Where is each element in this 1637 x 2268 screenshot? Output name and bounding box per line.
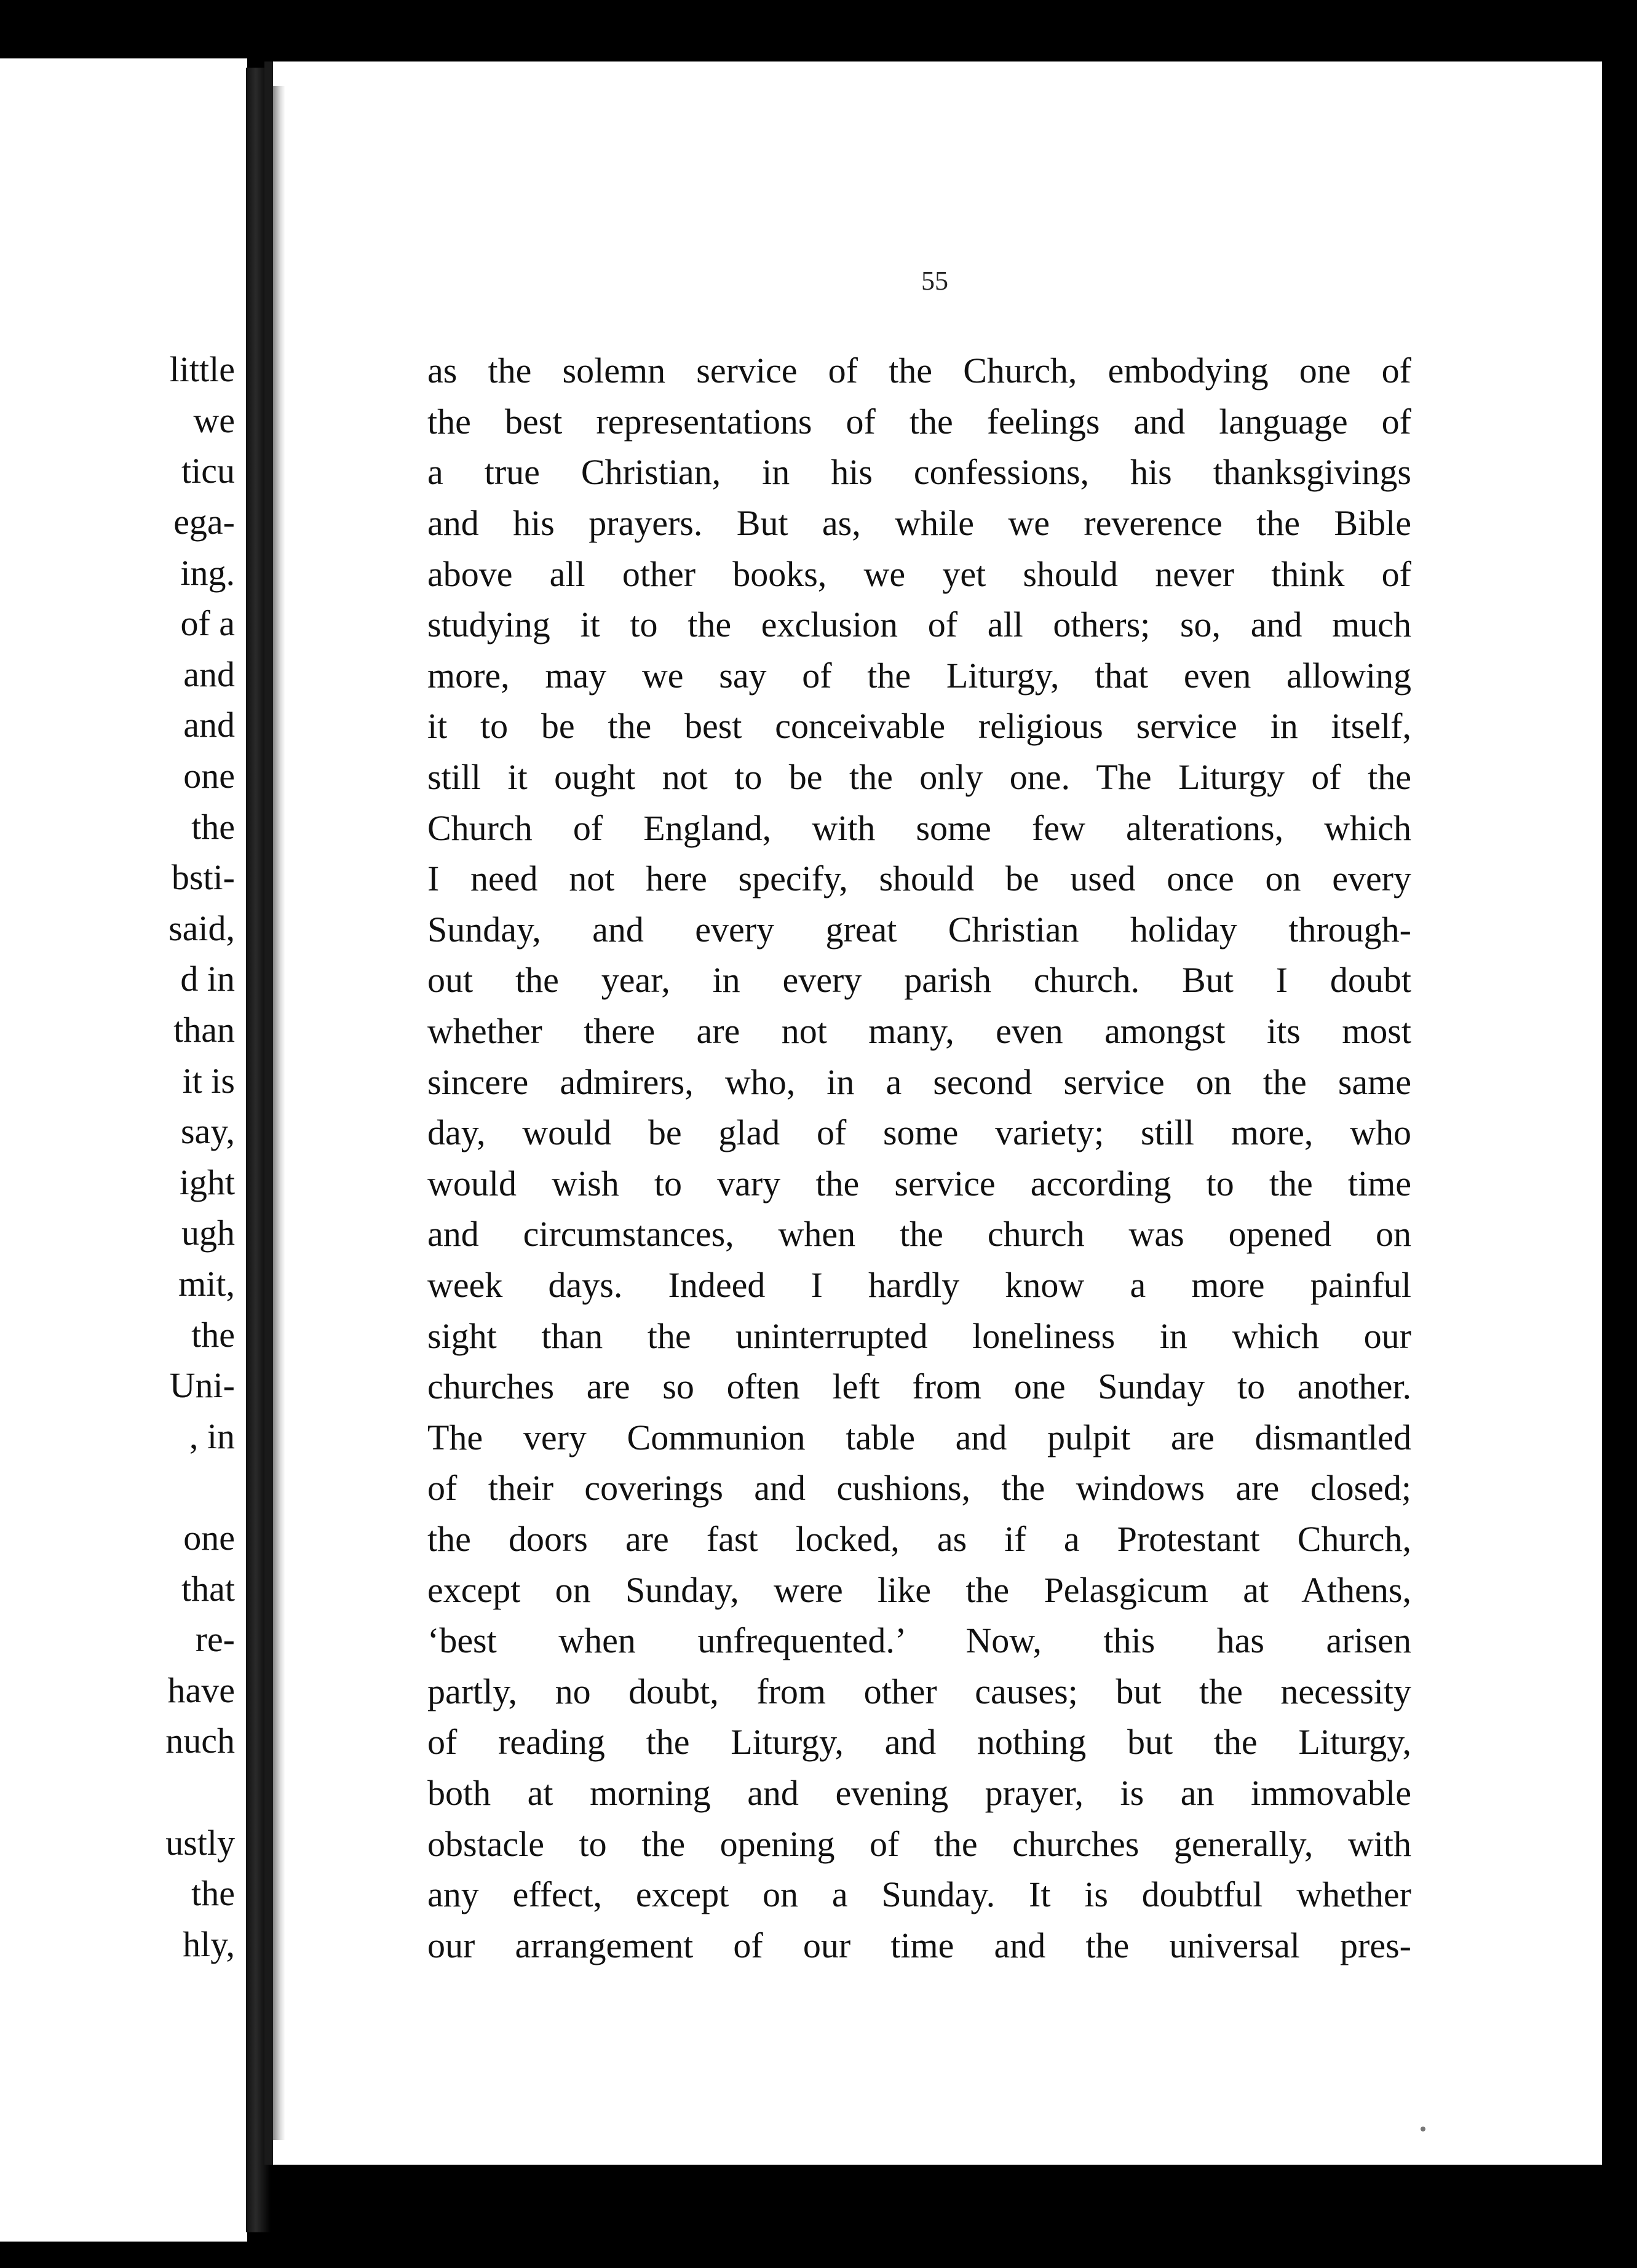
- text-line-content: more, may we say of the Liturgy, that even allowing: [427, 655, 1411, 696]
- left-page-line: said,: [168, 908, 235, 948]
- text-line: [427, 1108, 1411, 1159]
- text-line-content: Church of England, with some few alterations, which: [427, 807, 1411, 848]
- left-page-line: say,: [180, 1111, 235, 1152]
- text-line: [427, 955, 1411, 1006]
- text-line: [427, 447, 1411, 498]
- text-line-content: sincere admirers, who, in a second service on the same: [427, 1061, 1411, 1102]
- text-line: [427, 1463, 1411, 1514]
- left-page-line: ight: [179, 1162, 235, 1202]
- text-line: [427, 1260, 1411, 1311]
- left-page-line: of a: [180, 603, 235, 644]
- text-line: [427, 651, 1411, 702]
- text-line-content: of their coverings and cushions, the windows are closed;: [427, 1468, 1411, 1509]
- text-line-content: the best representations of the feelings and language of: [427, 401, 1411, 442]
- text-line-content: obstacle to the opening of the churches generally, with: [427, 1823, 1411, 1864]
- text-line: [427, 701, 1411, 752]
- text-line: [427, 346, 1411, 397]
- left-page-line: ega-: [173, 502, 235, 542]
- left-page-line: have: [167, 1670, 235, 1710]
- text-line: [427, 1870, 1411, 1921]
- left-page-line: Uni-: [169, 1365, 235, 1406]
- text-line-content: out the year, in every parish church. But I doubt: [427, 960, 1411, 1001]
- text-line-content: day, would be glad of some variety; still more, who: [427, 1112, 1411, 1153]
- text-line: [427, 1920, 1411, 1971]
- text-line-content: churches are so often left from one Sunday to another.: [427, 1366, 1411, 1407]
- text-line-content: both at morning and evening prayer, is an immovable: [427, 1772, 1411, 1813]
- left-page-line: the: [191, 1873, 235, 1914]
- page-fold-shadow: [273, 86, 285, 2140]
- text-line: [427, 1616, 1411, 1667]
- left-page-line: ticu: [181, 451, 235, 491]
- text-line-content: partly, no doubt, from other causes; but the necessity: [427, 1671, 1411, 1711]
- text-line: [427, 1564, 1411, 1616]
- left-page-line: it is: [182, 1060, 235, 1101]
- text-line: [427, 549, 1411, 600]
- text-line-content: Sunday, and every great Christian holiday through-: [427, 909, 1411, 950]
- left-page-line: nuch: [165, 1721, 235, 1761]
- text-line-content: except on Sunday, were like the Pelasgicum at Athens,: [427, 1569, 1411, 1610]
- text-line: [427, 1209, 1411, 1260]
- left-page-line: bsti-: [171, 857, 235, 898]
- text-line-content: I need not here specify, should be used once on every: [427, 858, 1411, 899]
- left-page-line: mit,: [178, 1264, 235, 1304]
- paper-speck: [1421, 2127, 1425, 2131]
- body-text: [427, 346, 1411, 1971]
- left-page-line: , in: [189, 1416, 235, 1456]
- text-line: [427, 1057, 1411, 1108]
- text-line: [427, 1159, 1411, 1210]
- text-line: [427, 752, 1411, 803]
- left-page-line: and: [183, 654, 235, 694]
- text-line-content: above all other books, we yet should never think of: [427, 553, 1411, 594]
- left-page-line: one: [183, 756, 235, 796]
- left-page-line: ing.: [180, 552, 235, 593]
- left-page-line: re-: [195, 1619, 235, 1660]
- text-line-content: any effect, except on a Sunday. It is doubtful whether: [427, 1874, 1411, 1915]
- text-line: [427, 1666, 1411, 1717]
- text-line-content: a true Christian, in his confessions, his thanksgivings: [427, 452, 1411, 493]
- left-page-line: ustly: [165, 1822, 235, 1863]
- text-line-content: still it ought not to be the only one. The Liturgy of the: [427, 757, 1411, 798]
- left-page-line: the: [191, 1314, 235, 1355]
- text-line-content: the doors are fast locked, as if a Protestant Church,: [427, 1518, 1411, 1559]
- text-line-content: and his prayers. But as, while we reverence the Bible: [427, 503, 1411, 544]
- left-page-line: that: [181, 1568, 235, 1609]
- text-line: [427, 1362, 1411, 1413]
- text-line-content: would wish to vary the service according to the time: [427, 1163, 1411, 1203]
- text-line: [427, 1412, 1411, 1463]
- text-line: [427, 905, 1411, 956]
- text-line: [427, 1818, 1411, 1870]
- text-line-content: of reading the Liturgy, and nothing but the Liturgy,: [427, 1722, 1411, 1762]
- left-page-line: hly,: [183, 1924, 235, 1964]
- text-line-content: whether there are not many, even amongst its most: [427, 1011, 1411, 1052]
- text-line-content: as the solemn service of the Church, embodying one of: [427, 351, 1411, 391]
- text-line-content: our arrangement of our time and the universal pres-: [427, 1925, 1411, 1965]
- text-line: [427, 1006, 1411, 1057]
- text-line: [427, 1717, 1411, 1768]
- text-line-content: sight than the uninterrupted loneliness in which our: [427, 1315, 1411, 1356]
- left-page-line: the: [191, 806, 235, 847]
- text-line-content: week days. Indeed I hardly know a more painful: [427, 1264, 1411, 1305]
- page-number: 55: [921, 266, 948, 296]
- text-line: [427, 498, 1411, 549]
- text-line-content: it to be the best conceivable religious service in itself,: [427, 706, 1411, 747]
- left-page-line: than: [173, 1010, 235, 1050]
- left-page-line: one: [183, 1518, 235, 1558]
- text-line: [427, 1514, 1411, 1565]
- text-line: [427, 397, 1411, 448]
- left-page-line: ugh: [181, 1213, 235, 1253]
- left-page: [0, 58, 247, 2242]
- text-line: [427, 854, 1411, 905]
- left-page-line: we: [193, 400, 235, 440]
- text-line: [427, 803, 1411, 854]
- text-line-content: and circumstances, when the church was opened on: [427, 1214, 1411, 1255]
- left-page-line: and: [183, 705, 235, 745]
- text-line-content: The very Communion table and pulpit are dismantled: [427, 1417, 1411, 1457]
- left-page-line: little: [169, 349, 235, 390]
- text-line-content: studying it to the exclusion of all others; so, and much: [427, 605, 1411, 645]
- text-line: [427, 1310, 1411, 1362]
- text-line: [427, 1768, 1411, 1819]
- left-page-line: d in: [180, 959, 235, 999]
- text-line: [427, 600, 1411, 651]
- text-line-content: ‘best when unfrequented.’ Now, this has arisen: [427, 1620, 1411, 1661]
